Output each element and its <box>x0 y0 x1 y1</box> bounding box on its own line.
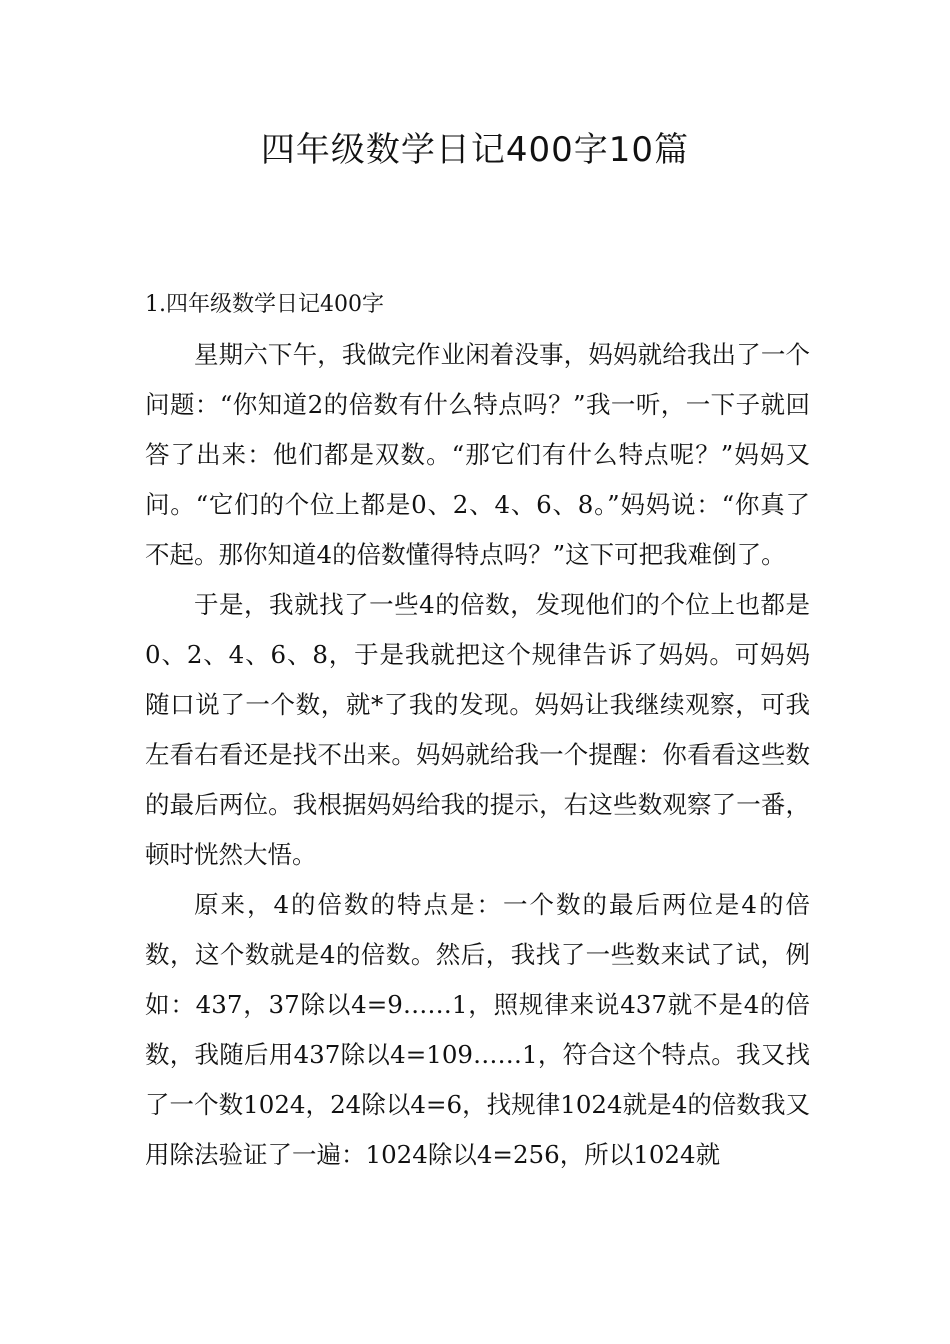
paragraph: 于是，我就找了一些4的倍数，发现他们的个位上也都是0、2、4、6、8，于是我就把这个规律告诉了妈妈。可妈妈随口说了一个数，就*了我的发现。妈妈让我继续观察，可我左看右看还是找不出来。妈妈就给我一个提醒：你看看这些数的最后两位。我根据妈妈给我的提示，右这些数观察了一番，顿时恍然大悟。 <box>145 590 810 869</box>
document-title: 四年级数学日记400字10篇 <box>260 130 690 170</box>
section-heading: 1.四年级数学日记400字 <box>145 292 384 317</box>
paragraph: 原来，4的倍数的特点是：一个数的最后两位是4的倍数，这个数就是4的倍数。然后，我找了一些数来试了试，例如：437，37除以4=9……1，照规律来说437就不是4的倍数，我随后用437除以4=109……1，符合这个特点。我又找了一个数1024，24除以4=6，找规律1024就是4的倍数我又用除法验证了一遍：1024除以4=256，所以1024就 <box>145 890 810 1169</box>
paragraph: 星期六下午，我做完作业闲着没事，妈妈就给我出了一个问题：“你知道2的倍数有什么特点吗？”我一听，一下子就回答了出来：他们都是双数。“那它们有什么特点呢？”妈妈又问。“它们的个位上都是0、2、4、6、8。”妈妈说：“你真了不起。那你知道4的倍数懂得特点吗？”这下可把我难倒了。 <box>145 340 810 569</box>
document-body <box>145 280 810 1180</box>
